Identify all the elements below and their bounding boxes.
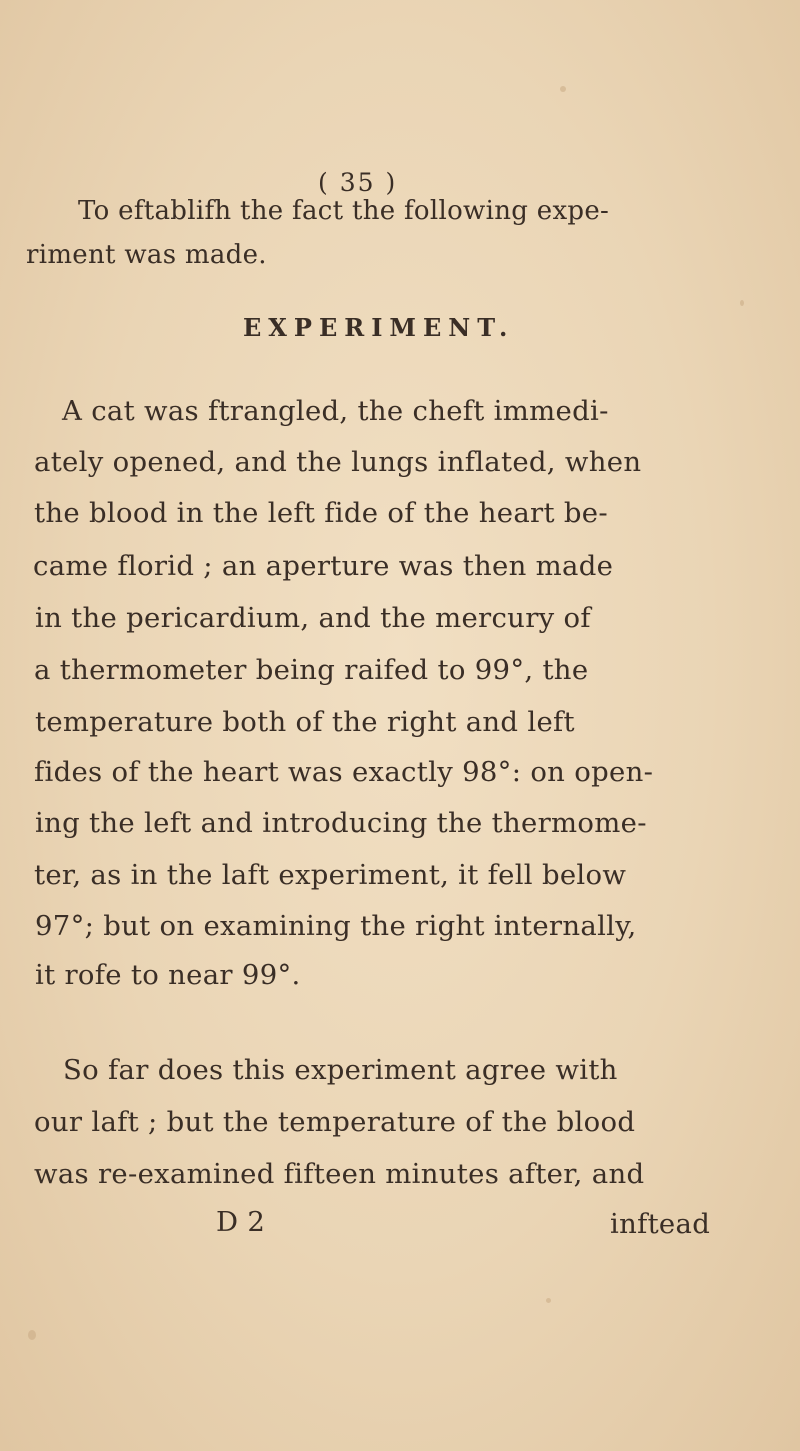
text-line: it rofe to near 99°. <box>35 959 301 991</box>
intro-line: riment was made. <box>26 240 267 270</box>
signature-mark: D 2 <box>216 1206 266 1238</box>
text-line: ately opened, and the lungs inflated, when <box>34 446 642 478</box>
text-line: in the pericardium, and the mercury of <box>35 602 591 634</box>
text-line: the blood in the left fide of the heart be- <box>34 497 608 529</box>
intro-line: To eftablifh the fact the following expe- <box>78 196 610 226</box>
text-line: our laft ; but the temperature of the blood <box>34 1106 636 1138</box>
text-line: A cat was ftrangled, the cheft immedi- <box>62 395 609 427</box>
text-line: ing the left and introducing the thermome- <box>35 807 647 839</box>
paper-spot <box>740 300 744 306</box>
text-line: a thermometer being raifed to 99°, the <box>34 654 589 686</box>
text-line: was re-examined fifteen minutes after, and <box>34 1158 645 1190</box>
text-line: came florid ; an aperture was then made <box>33 550 614 582</box>
section-heading: EXPERIMENT. <box>243 313 515 342</box>
text-line: fides of the heart was exactly 98°: on open- <box>34 756 654 788</box>
text-line: 97°; but on examining the right internally, <box>35 910 637 942</box>
paper-spot <box>546 1298 551 1303</box>
paper-spot <box>28 1330 36 1340</box>
text-line: temperature both of the right and left <box>35 706 575 738</box>
catchword: inftead <box>610 1208 711 1240</box>
paper-spot <box>560 86 566 92</box>
text-line: So far does this experiment agree with <box>63 1054 618 1086</box>
text-line: ter, as in the laft experiment, it fell below <box>34 859 627 891</box>
page-number: ( 35 ) <box>318 168 398 197</box>
